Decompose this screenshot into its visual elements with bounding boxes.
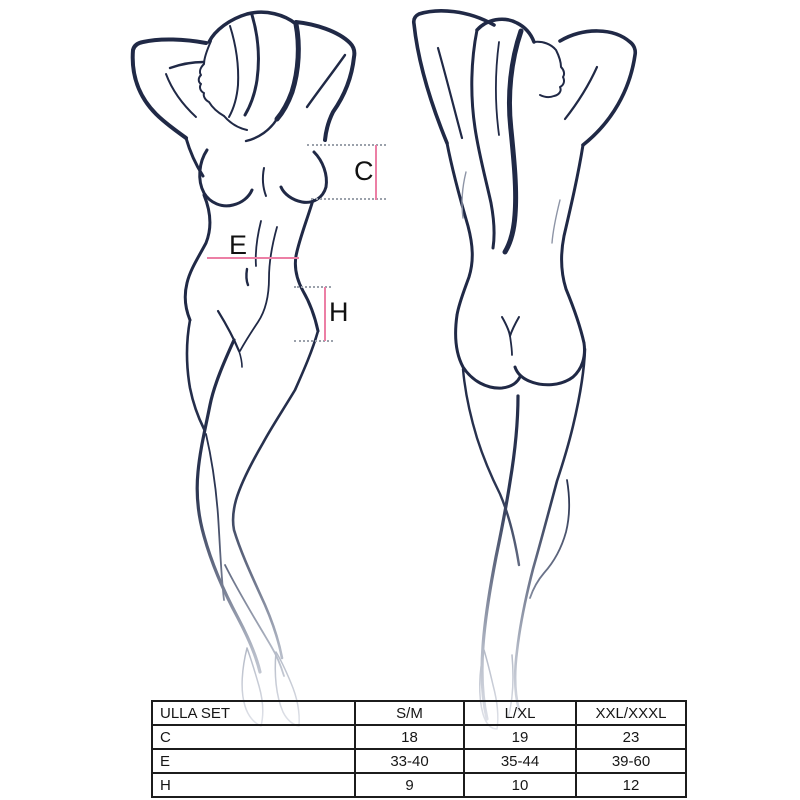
- table-header-size-sm: S/M: [355, 701, 464, 725]
- back-figure: [414, 11, 636, 729]
- table-cell-value: 10: [464, 773, 576, 797]
- table-cell-value: 23: [576, 725, 686, 749]
- measure-label-h: H: [329, 297, 349, 327]
- table-cell-value: 19: [464, 725, 576, 749]
- table-cell-value: 39-60: [576, 749, 686, 773]
- measure-line-h: [324, 287, 326, 341]
- hip-bottom-dotted-guide: [294, 340, 333, 342]
- table-cell-value: 35-44: [464, 749, 576, 773]
- table-cell-measure: H: [152, 773, 355, 797]
- table-header-size-lxl: L/XL: [464, 701, 576, 725]
- table-row-h: [152, 773, 686, 797]
- table-cell-value: 18: [355, 725, 464, 749]
- table-cell-value: 9: [355, 773, 464, 797]
- table-row-c: [152, 725, 686, 749]
- table-cell-measure: C: [152, 725, 355, 749]
- measure-label-c: C: [354, 156, 374, 186]
- measure-line-e: [207, 257, 299, 259]
- table-header-product: ULLA SET: [152, 701, 355, 725]
- table-row-e: [152, 749, 686, 773]
- measure-line-c: [375, 145, 377, 200]
- measure-label-e: E: [229, 230, 248, 260]
- table-header-size-xxl: XXL/XXXL: [576, 701, 686, 725]
- front-figure: [133, 12, 355, 726]
- table-cell-measure: E: [152, 749, 355, 773]
- size-table-header-row: [152, 701, 686, 725]
- table-cell-value: 33-40: [355, 749, 464, 773]
- size-table: [151, 700, 687, 798]
- table-cell-value: 12: [576, 773, 686, 797]
